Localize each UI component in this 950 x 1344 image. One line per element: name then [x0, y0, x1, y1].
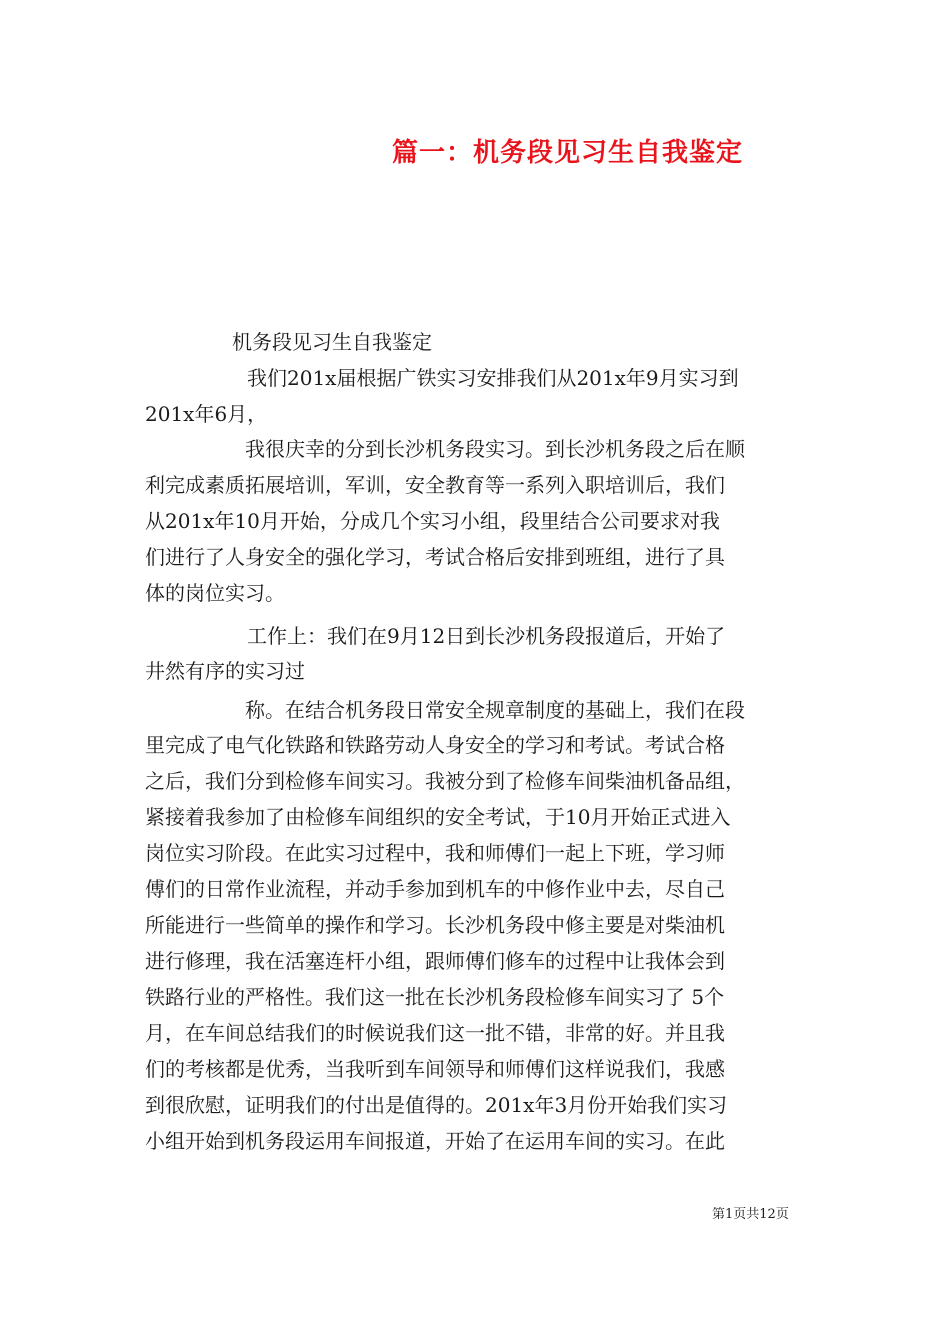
- paragraph-line: 我们201x届根据广铁实习安排我们从201x年9月实习到: [247, 366, 739, 390]
- document-subtitle: 机务段见习生自我鉴定: [232, 330, 432, 354]
- paragraph-line: 到很欣慰，证明我们的付出是值得的。201x年3月份开始我们实习: [145, 1093, 728, 1117]
- paragraph-line: 我很庆幸的分到长沙机务段实习。到长沙机务段之后在顺: [245, 437, 745, 461]
- paragraph-line: 称。在结合机务段日常安全规章制度的基础上，我们在段: [245, 698, 745, 722]
- paragraph-line: 里完成了电气化铁路和铁路劳动人身安全的学习和考试。考试合格: [145, 733, 725, 757]
- paragraph-line: 们的考核都是优秀，当我听到车间领导和师傅们这样说我们，我感: [145, 1057, 725, 1081]
- paragraph-line: 工作上：我们在9月12日到长沙机务段报道后，开始了: [247, 624, 726, 648]
- paragraph-line: 之后，我们分到检修车间实习。我被分到了检修车间柴油机备品组，: [145, 769, 745, 793]
- paragraph-line: 铁路行业的严格性。我们这一批在长沙机务段检修车间实习了 5个: [145, 985, 725, 1009]
- paragraph-line: 所能进行一些简单的操作和学习。长沙机务段中修主要是对柴油机: [145, 913, 725, 937]
- paragraph-line: 从201x年10月开始，分成几个实习小组，段里结合公司要求对我: [145, 509, 720, 533]
- paragraph-line: 体的岗位实习。: [145, 581, 285, 605]
- page-number-footer: 第1页共12页: [712, 1207, 789, 1222]
- paragraph-line: 傅们的日常作业流程，并动手参加到机车的中修作业中去，尽自己: [145, 877, 725, 901]
- paragraph-line: 利完成素质拓展培训，军训，安全教育等一系列入职培训后，我们: [145, 473, 725, 497]
- paragraph-line: 月，在车间总结我们的时候说我们这一批不错，非常的好。并且我: [145, 1021, 725, 1045]
- document-title: 篇一：机务段见习生自我鉴定: [392, 138, 744, 168]
- paragraph-line: 小组开始到机务段运用车间报道，开始了在运用车间的实习。在此: [145, 1129, 725, 1153]
- paragraph-line: 岗位实习阶段。在此实习过程中，我和师傅们一起上下班，学习师: [145, 841, 725, 865]
- paragraph-line: 201x年6月，: [145, 402, 268, 426]
- paragraph-line: 们进行了人身安全的强化学习，考试合格后安排到班组，进行了具: [145, 545, 725, 569]
- paragraph-line: 井然有序的实习过: [145, 659, 305, 683]
- paragraph-line: 紧接着我参加了由检修车间组织的安全考试，于10月开始正式进入: [145, 805, 731, 829]
- paragraph-line: 进行修理，我在活塞连杆小组，跟师傅们修车的过程中让我体会到: [145, 949, 725, 973]
